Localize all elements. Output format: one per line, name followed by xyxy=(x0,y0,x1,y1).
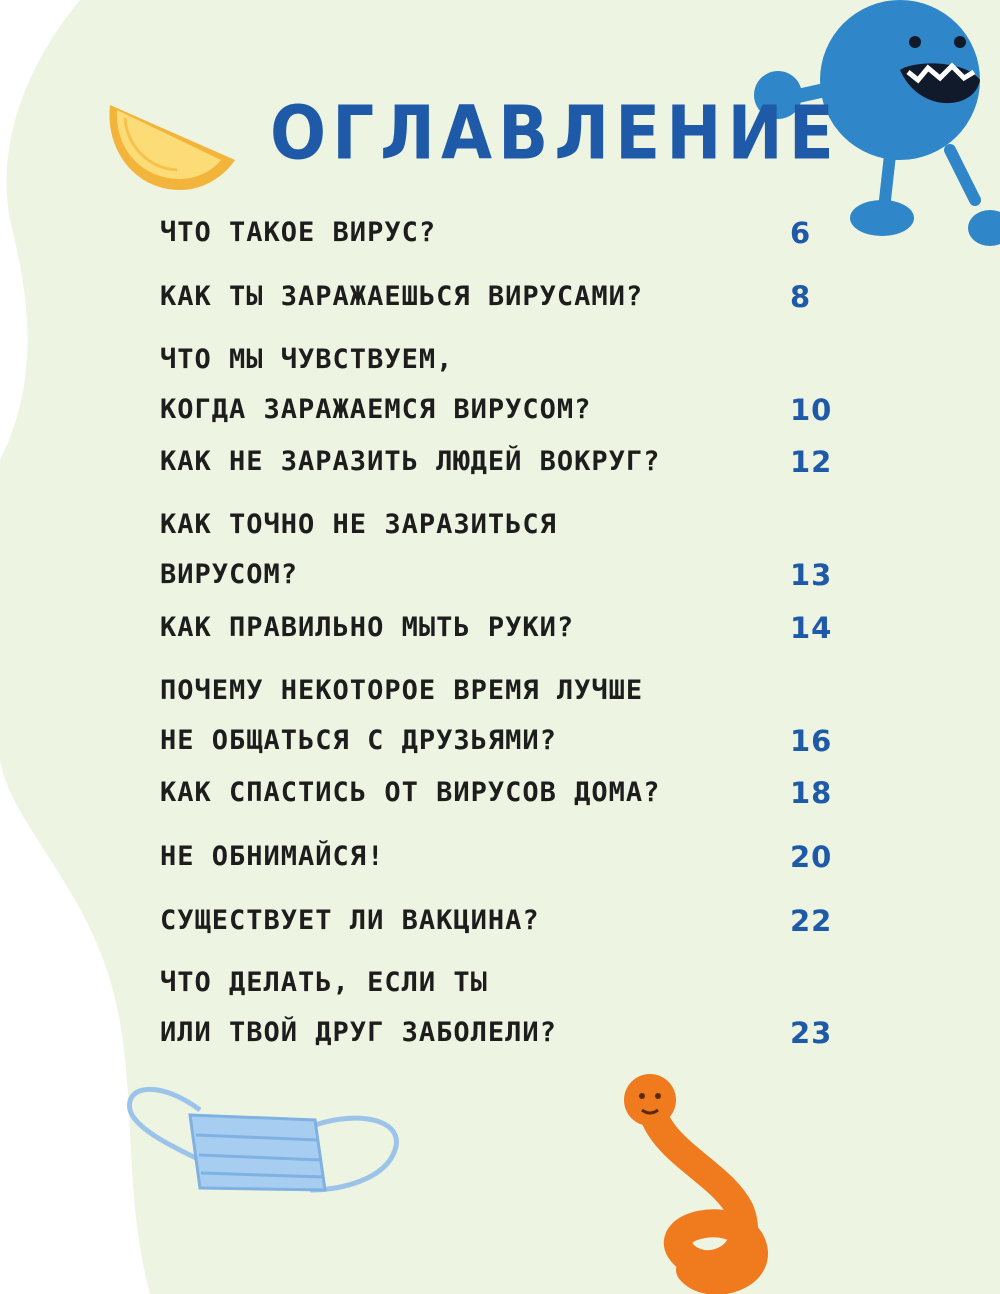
toc-item[interactable] xyxy=(160,603,840,653)
toc-page-number: 6 xyxy=(790,216,812,250)
toc-item-line: КАК СПАСТИСЬ ОТ ВИРУСОВ ДОМА? xyxy=(160,777,661,808)
toc-item-line: НЕ ОБЩАТЬСЯ С ДРУЗЬЯМИ? xyxy=(160,725,557,756)
toc-page-number: 8 xyxy=(790,280,812,314)
toc-page-number: 13 xyxy=(790,558,833,592)
toc-item-line: СУЩЕСТВУЕТ ЛИ ВАКЦИНА? xyxy=(160,905,540,936)
toc-item[interactable] xyxy=(160,208,840,258)
toc-item-line: ВИРУСОМ? xyxy=(160,559,299,590)
toc-item-line: ЧТО МЫ ЧУВСТВУЕМ, xyxy=(160,344,454,375)
toc-item-line: КАК ТОЧНО НЕ ЗАРАЗИТЬСЯ xyxy=(160,509,557,540)
toc-page-number: 20 xyxy=(790,840,833,874)
toc-item[interactable] xyxy=(160,500,840,600)
toc-item-line: ЧТО ТАКОЕ ВИРУС? xyxy=(160,217,437,248)
page-title: ОГЛАВЛЕНИЕ xyxy=(270,90,840,177)
toc-item[interactable] xyxy=(160,666,840,766)
toc-item[interactable] xyxy=(160,896,840,946)
toc-item[interactable] xyxy=(160,437,840,487)
toc-page-number: 14 xyxy=(790,611,833,645)
toc-page-number: 12 xyxy=(790,445,833,479)
toc-item[interactable] xyxy=(160,832,840,882)
toc-item[interactable] xyxy=(160,958,840,1058)
toc-item-line: КОГДА ЗАРАЖАЕМСЯ ВИРУСОМ? xyxy=(160,394,592,425)
toc-item-line: НЕ ОБНИМАЙСЯ! xyxy=(160,841,385,872)
toc-page-number: 23 xyxy=(790,1016,833,1050)
toc-page-number: 22 xyxy=(790,904,833,938)
toc-item-line: КАК ТЫ ЗАРАЖАЕШЬСЯ ВИРУСАМИ? xyxy=(160,281,644,312)
toc-item-line: ИЛИ ТВОЙ ДРУГ ЗАБОЛЕЛИ? xyxy=(160,1017,557,1048)
orange-worm-icon xyxy=(610,1060,800,1294)
toc-item-line: ЧТО ДЕЛАТЬ, ЕСЛИ ТЫ xyxy=(160,967,488,998)
face-mask-icon xyxy=(120,1070,410,1210)
toc-item-line: КАК НЕ ЗАРАЗИТЬ ЛЮДЕЙ ВОКРУГ? xyxy=(160,446,661,477)
toc-item[interactable] xyxy=(160,335,840,435)
toc-page-number: 10 xyxy=(790,393,833,427)
toc-page-number: 16 xyxy=(790,724,833,758)
toc-item[interactable] xyxy=(160,768,840,818)
toc-item-line: КАК ПРАВИЛЬНО МЫТЬ РУКИ? xyxy=(160,612,575,643)
toc-page-number: 18 xyxy=(790,776,833,810)
toc-item-line: ПОЧЕМУ НЕКОТОРОЕ ВРЕМЯ ЛУЧШЕ xyxy=(160,675,644,706)
lemon-slice-icon xyxy=(95,90,245,200)
toc-item[interactable] xyxy=(160,272,840,322)
